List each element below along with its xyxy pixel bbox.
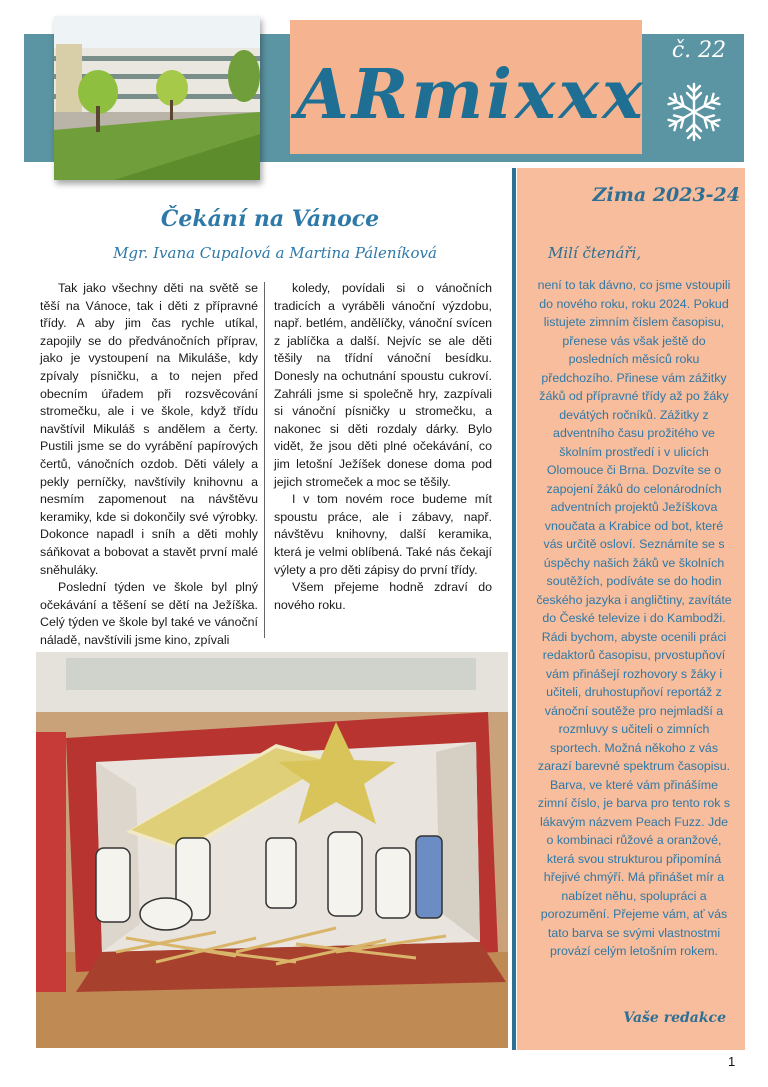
snowflake-icon: [662, 80, 726, 144]
column-divider: [264, 282, 265, 638]
article-paragraph: Všem přejeme hodně zdraví do nového roku.: [274, 580, 492, 612]
article-authors: Mgr. Ivana Cupalová a Martina Páleníková: [113, 244, 437, 262]
page-number: 1: [728, 1054, 736, 1069]
school-building-photo: [54, 16, 260, 180]
article-paragraph: koledy, povídali si o vánočních tradicích a vyráběli vánoční výzdobu, např. betlém, andělíčky, vánoční svícen z jablíčka a další. Nejvíc se ale děti těšily na třídní vánoční besídku. Donesly na ochutnání spoustu cukroví. Zahráli jsme si společně hry, zazpívali si vánoční písničky u stromečku, a nakonec si děti rozdaly dárky. Bylo vidět, že jsou děti plné očekávání, co jim letošní Ježíšek donese doma pod jejich stromeček a moc se těšily.: [274, 281, 492, 489]
article-paragraph: Poslední týden ve škole byl plný očekávání a těšení se dětí na Ježíška. Celý týden ve škole byl také ve vánoční náladě, navštívili jsme kino, zpívali: [40, 580, 258, 647]
article-column-2: [274, 280, 492, 614]
article-title: Čekání na Vánoce: [160, 206, 380, 232]
issue-number: č. 22: [671, 38, 727, 63]
article-paragraph: I v tom novém roce budeme mít spoustu práce, ale i zábavy, např. návštěvu knihovny, další keramika, která je velmi oblíbená. Také nás čekají výlety a pro děti zápisy do první třídy.: [274, 492, 492, 577]
article-column-1: [40, 280, 258, 649]
magazine-title: ARmixxx: [296, 55, 646, 135]
sidebar-divider: [512, 168, 516, 1050]
editorial-signature: Vaše redakce: [623, 1010, 726, 1026]
season-label: Zima 2023-24: [592, 184, 740, 206]
editorial-greeting: Milí čtenáři,: [548, 244, 642, 262]
article-paragraph: Tak jako všechny děti na světě se těší na Vánoce, tak i děti z přípravné třídy. A aby jim čas rychle utíkal, zapojily se do předvánočních příprav, jako je vystoupení na Mikuláše, kdy zpívaly písničku, a to nejen před obecním úřadem při rozsvěcování stromečku, ale i ve škole, když třídu navštívil Mikuláš s andělem a čerty. Pustili jsme se do vyrábění papírových čertů, vánočních ozdob. Děti válely a pekly perníčky, navštívily knihovnu a nesmím zapomenout na návštěvu keramiky, kde si dokončily své výrobky. Dokonce napadl i sníh a děti mohly sáňkovat a bobovat a stavět první malé sněhuláky.: [40, 281, 258, 577]
nativity-scene-photo: [36, 652, 508, 1048]
editorial-letter: není to tak dávno, co jsme vstoupili do nového roku, roku 2024. Pokud listujete zimním číslem časopisu, přenese vás však ještě do posledních měsíců roku předchozího. Přinese vám zážitky žáků od přípravné třídy až po žáky devátých ročníků. Zážitky z adventního času prožitého ve školním prostředí i v ulicích Olomouce či Brna. Dozvíte se o zapojení žáků do celonárodních adventních projektů Ježíškova vnoučata a Krabice od bot, které vás určitě osloví. Seznámíte se s úspěchy našich žáků ve školních soutěžích, podíváte se do hodin českého jazyka i angličtiny, zavítáte do České televize i do Kambodži. Rádi bychom, abyste ocenili práci redaktorů časopisu, prvostupňoví vám přinášejí rozhovory s žáky i učiteli, druhostupňoví reportáž z vánoční soutěže pro nejmladší a rozmluvy s učiteli o zimních sportech. Možná někoho z vás zarazí barevné spektrum časopisu. Barva, ve které vám přinášíme zimní číslo, je barva pro tento rok s lákavým názvem Peach Fuzz. Jde o kombinaci růžové a oranžové, která svou strukturou připomíná hřejivé chmýří. Má přinášet mír a nabízet něhu, spolupráci a porozumění. Přejeme vám, ať vás tato barva se svými vlastnostmi provází celým letošním rokem.: [536, 278, 732, 958]
